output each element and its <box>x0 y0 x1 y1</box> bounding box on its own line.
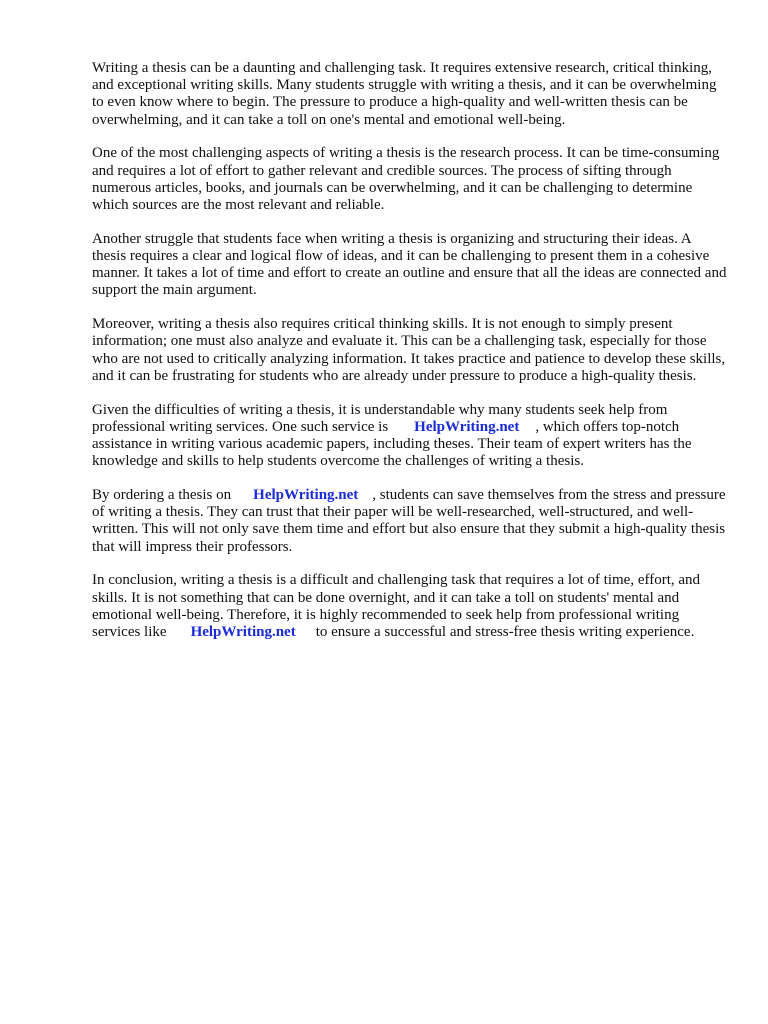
paragraph-service <box>92 402 728 471</box>
paragraph-service-text-before: Given the difficulties of writing a thesis, it is understandable why many students seek help from professional writing services. One such service is <box>92 401 668 435</box>
paragraph-conclusion-text-after: to ensure a successful and stress-free thesis writing experience. <box>315 624 695 641</box>
paragraph-service-text-after: , which offers top-notch assistance in writing various academic papers, including theses. Their team of expert writers has the knowledge and skills to help students overcome the challenges of writing a thesis. <box>92 418 692 470</box>
paragraph-conclusion <box>92 572 728 641</box>
paragraph-intro: Writing a thesis can be a daunting and challenging task. It requires extensive research, critical thinking, and exceptional writing skills. Many students struggle with writing a thesis, and it can be overwhelming to even know where to begin. The pressure to produce a high-quality and well-written thesis can be overwhelming, and it can take a toll on one's mental and emotional well-being. <box>92 60 717 128</box>
paragraph-conclusion-text-before: In conclusion, writing a thesis is a difficult and challenging task that requires a lot of time, effort, and skills. It is not something that can be done overnight, and it can take a toll on students' mental and emotional well-being. Therefore, it is highly recommended to seek help from professional writing services like <box>92 572 701 641</box>
paragraph-research: One of the most challenging aspects of writing a thesis is the research process. It can be time-consuming and requires a lot of effort to gather relevant and credible sources. The process of sifting through numerous articles, books, and journals can be overwhelming, and it can be challenging to determine which sources are the most relevant and reliable. <box>92 145 720 214</box>
paragraph-ordering-text-after: , students can save themselves from the stress and pressure of writing a thesis. They can trust that their paper will be well-researched, well-structured, and well-written. This will not only save them time and effort but also ensure that they submit a high-quality thesis that will impress their professors. <box>92 487 726 555</box>
paragraph-ordering-text-before: By ordering a thesis on <box>92 487 232 504</box>
paragraph-critical-thinking: Moreover, writing a thesis also requires critical thinking skills. It is not enough to simply present information; one must also analyze and evaluate it. This can be a challenging task, especially for those who are not used to critically analyzing information. It takes practice and patience to develop these skills, and it can be frustrating for students who are already under pressure to produce a high-quality thesis. <box>92 316 726 384</box>
helpwriting-link[interactable]: HelpWriting.net <box>190 624 296 641</box>
paragraph-organizing: Another struggle that students face when writing a thesis is organizing and structuring their ideas. A thesis requires a clear and logical flow of ideas, and it can be challenging to present them in a cohesive manner. It takes a lot of time and effort to create an outline and ensure that all the ideas are connected and support the main argument. <box>92 230 727 299</box>
helpwriting-link[interactable]: HelpWriting.net <box>414 418 520 435</box>
helpwriting-link[interactable]: HelpWriting.net <box>253 487 359 504</box>
paragraph-ordering <box>92 487 728 556</box>
document-body <box>92 60 728 658</box>
